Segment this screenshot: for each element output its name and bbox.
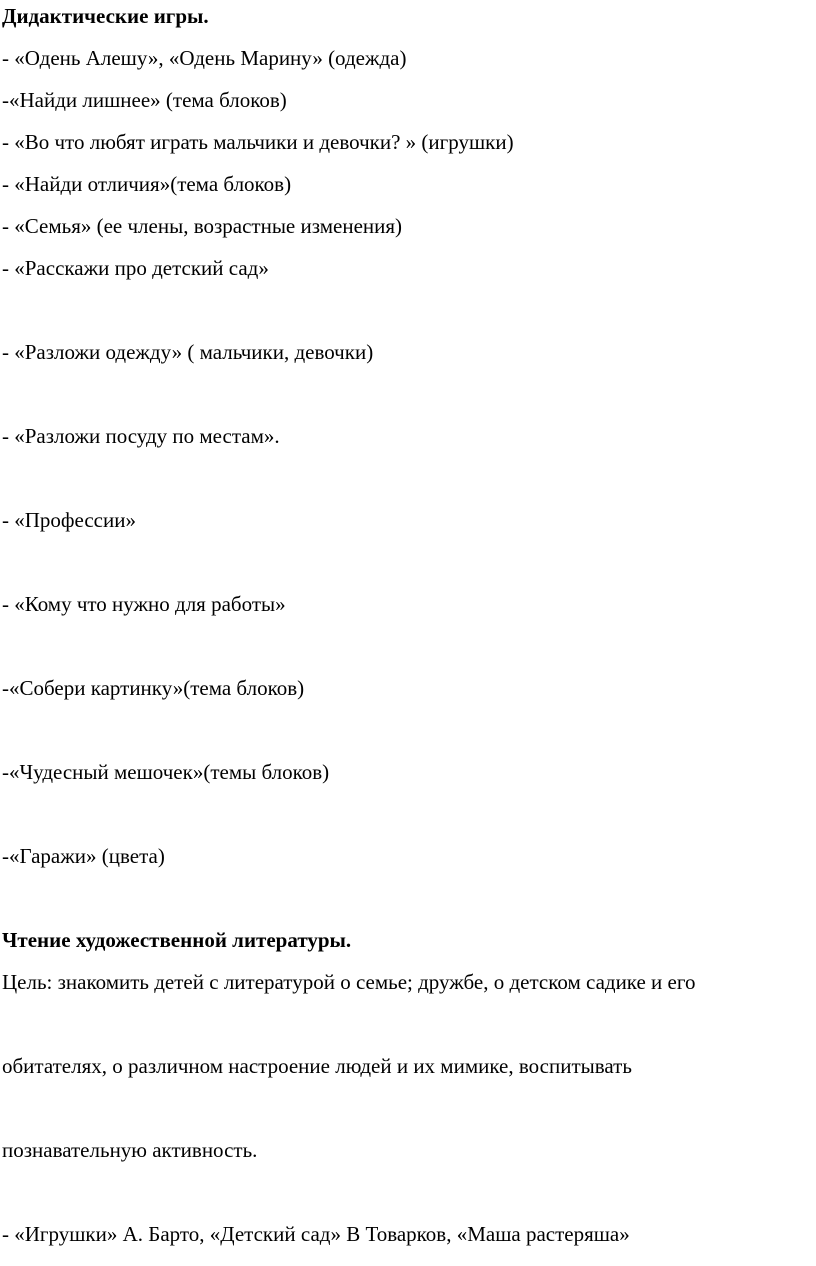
list-item: - «Кому что нужно для работы» <box>2 592 286 616</box>
goal-text-line: обитателях, о различном настроение людей и их мимике, воспитывать <box>2 1054 632 1078</box>
list-item: -«Гаражи» (цвета) <box>2 844 165 868</box>
list-item: - «Одень Алешу», «Одень Марину» (одежда) <box>2 46 407 70</box>
list-item: -«Чудесный мешочек»(темы блоков) <box>2 760 330 784</box>
list-item: - «Во что любят играть мальчики и девочки? » (игрушки) <box>2 130 514 154</box>
goal-text-line: познавательную активность. <box>2 1138 258 1162</box>
list-item: - «Разложи одежду» ( мальчики, девочки) <box>2 340 374 364</box>
list-item: -«Собери картинку»(тема блоков) <box>2 676 305 700</box>
section-heading-didactic-games: Дидактические игры. <box>2 4 209 28</box>
list-item: - «Найди отличия»(тема блоков) <box>2 172 292 196</box>
list-item: - «Расскажи про детский сад» <box>2 256 269 280</box>
list-item: - «Семья» (ее члены, возрастные изменения) <box>2 214 403 238</box>
section-heading-fiction-reading: Чтение художественной литературы. <box>2 928 352 952</box>
goal-text-line: Цель: знакомить детей с литературой о семье; дружбе, о детском садике и его <box>2 970 696 994</box>
list-item: - «Профессии» <box>2 508 136 532</box>
list-item: - «Разложи посуду по местам». <box>2 424 280 448</box>
book-list-item: - «Игрушки» А. Барто, «Детский сад» В Товарков, «Маша растеряша» <box>2 1222 630 1246</box>
list-item: -«Найди лишнее» (тема блоков) <box>2 88 287 112</box>
